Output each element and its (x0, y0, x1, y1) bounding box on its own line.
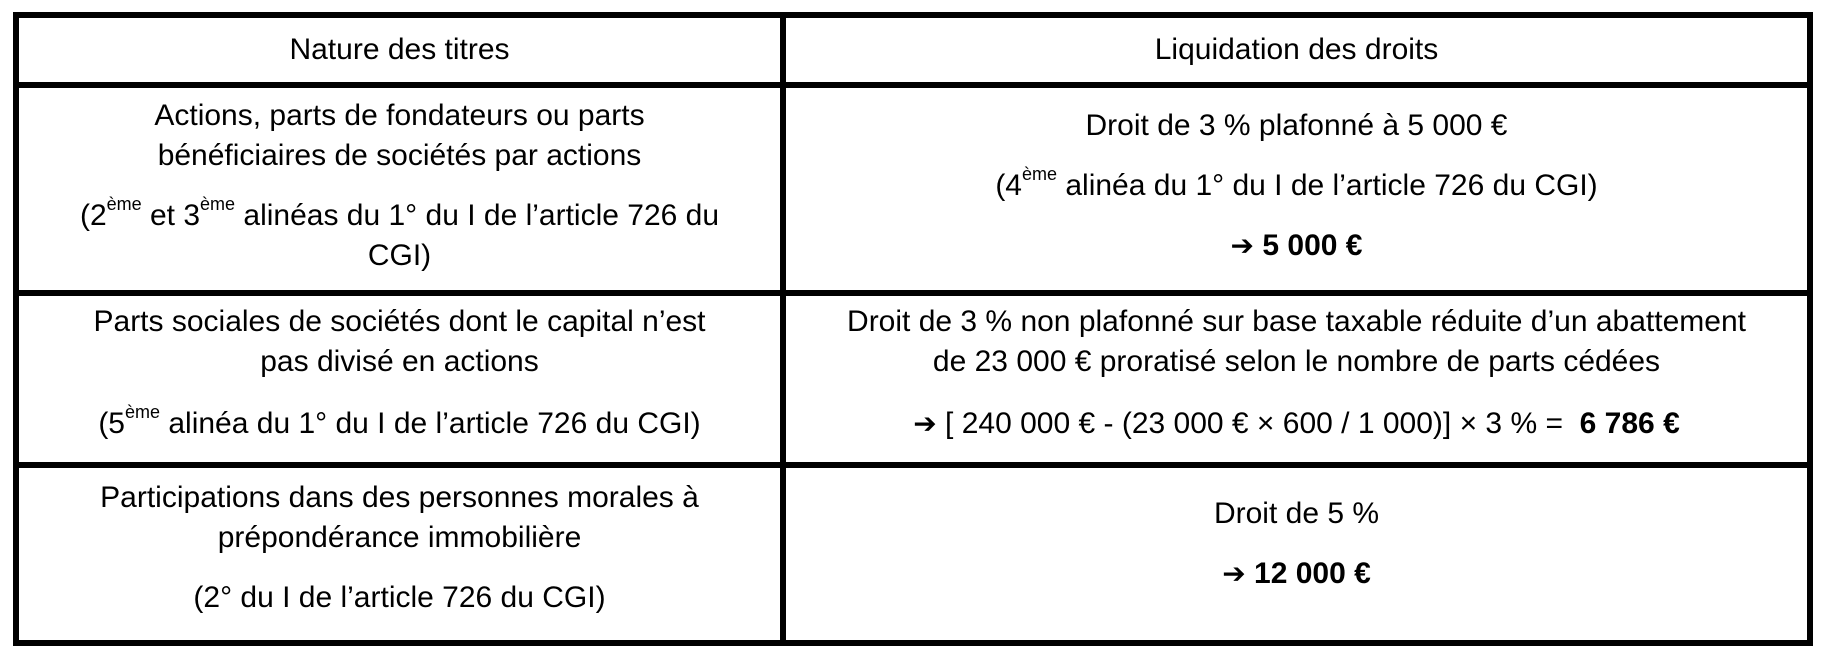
ref-text: (5 (98, 407, 125, 440)
text-line: Participations dans des personnes morales à (100, 481, 699, 514)
cell-nature-participations (16, 465, 783, 643)
superscript: ème (106, 194, 142, 214)
legal-reference (27, 404, 772, 444)
arrow-right-icon: ➔ (1230, 229, 1255, 262)
superscript: ème (200, 194, 236, 214)
table-row (16, 465, 1810, 643)
result-line (794, 554, 1799, 594)
cell-liquidation-participations (783, 465, 1810, 643)
cell-text (794, 302, 1799, 382)
superscript: ème (1022, 164, 1058, 184)
arrow-right-icon: ➔ (1222, 557, 1246, 590)
text-line: de 23 000 € proratisé selon le nombre de parts cédées (932, 345, 1661, 378)
ref-text: alinéa du 1° du I de l’article 726 du CGI) (1057, 169, 1598, 202)
text-line: pas divisé en actions (260, 345, 539, 378)
cell-liquidation-actions (783, 85, 1810, 293)
ref-text: et 3 (141, 199, 201, 232)
cell-text: Droit de 5 % (1213, 497, 1380, 530)
text-line: Parts sociales de sociétés dont le capital n’est (93, 305, 706, 338)
header-liquidation-des-droits: Liquidation des droits (783, 15, 1810, 85)
result-line (794, 226, 1799, 266)
ref-text: alinéas du 1° du I de l’article 726 du (235, 199, 720, 232)
ref-text: (4 (995, 169, 1022, 202)
droits-table (13, 12, 1813, 646)
arrow-right-icon: ➔ (913, 407, 937, 440)
result-amount: 12 000 € (1254, 557, 1371, 590)
result-amount: 6 786 € (1579, 407, 1680, 440)
table-row (16, 293, 1810, 465)
ref-text: alinéa du 1° du I de l’article 726 du CGI) (160, 407, 701, 440)
text-line: prépondérance immobilière (217, 521, 582, 554)
ref-text: (2 (79, 199, 107, 232)
cell-nature-parts-sociales (16, 293, 783, 465)
text-line: bénéficiaires de sociétés par actions (157, 139, 642, 172)
calculation-formula: [ 240 000 € - (23 000 € × 600 / 1 000)] × 3 % = (936, 407, 1580, 440)
text-line: Actions, parts de fondateurs ou parts (154, 99, 645, 132)
cell-nature-actions (16, 85, 783, 293)
superscript: ème (125, 402, 161, 422)
header-nature-des-titres: Nature des titres (16, 15, 783, 85)
cell-text: Droit de 3 % plafonné à 5 000 € (1085, 109, 1508, 142)
text-line: Droit de 3 % non plafonné sur base taxable réduite d’un abattement (847, 305, 1746, 338)
cell-text (27, 302, 772, 382)
result-amount: 5 000 € (1262, 229, 1363, 262)
cell-text (27, 478, 772, 558)
cell-liquidation-parts-sociales (783, 293, 1810, 465)
table-row (16, 85, 1810, 293)
cell-text (27, 96, 772, 176)
legal-reference (794, 166, 1799, 206)
ref-text: CGI) (367, 239, 432, 272)
table-header-row (16, 15, 1810, 85)
legal-reference (27, 196, 772, 276)
legal-reference: (2° du I de l’article 726 du CGI) (193, 581, 606, 614)
result-line (794, 404, 1799, 444)
